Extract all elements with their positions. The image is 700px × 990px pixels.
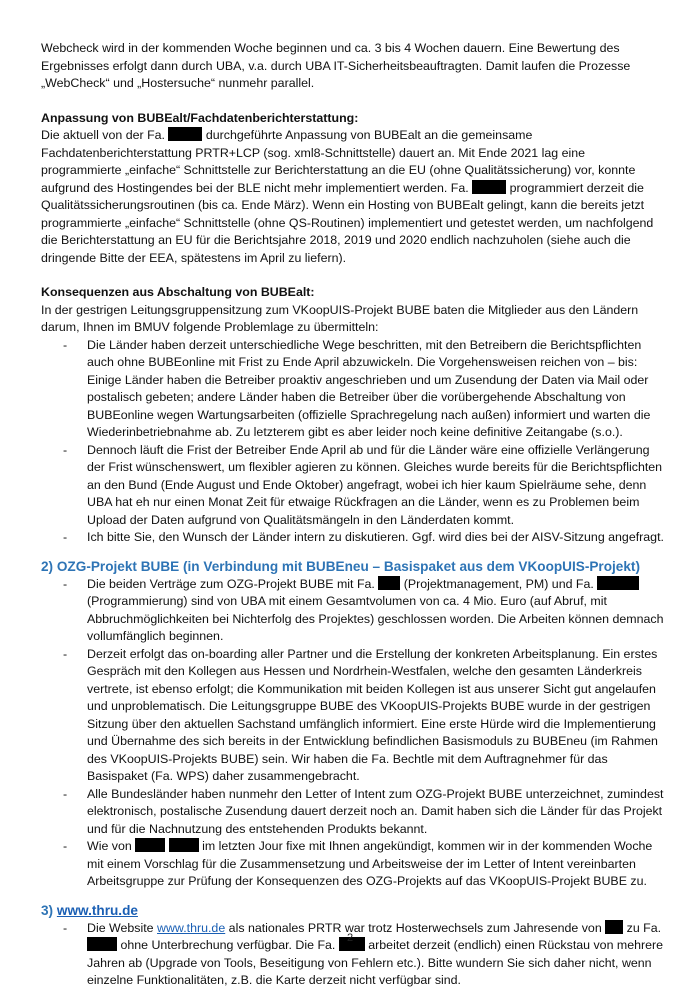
text-run: Die aktuell von der Fa. bbox=[41, 128, 165, 142]
redacted-block bbox=[169, 838, 199, 852]
intro-paragraph: Webcheck wird in der kommenden Woche beginnen und ca. 3 bis 4 Wochen dauern. Eine Bewertung des Ergebnisses erfolgt dann durch UBA, v.a. durch UBA IT-Sicherheitsbeauftragten. Damit laufen die Prozesse „WebCheck“ und „Hostersuche“ nunmehr parallel. bbox=[41, 41, 631, 90]
list-dash: - bbox=[63, 337, 68, 352]
list-item bbox=[41, 337, 666, 442]
list-dash: - bbox=[63, 442, 68, 457]
text-run: (Programmierung) sind von UBA mit einem Gesamtvolumen von ca. 4 Mio. Euro (auf Abruf, mit Abbruchmöglichkeiten bei Nichterfolg des Projektes) geschlossen worden. Die Arbeiten können demnach vollumfänglich beginnen. bbox=[87, 594, 664, 643]
list-dash: - bbox=[63, 530, 68, 544]
text-run: als nationales PRTR war trotz Hosterwechsels zum Jahresende von bbox=[228, 920, 602, 935]
list-item-text: Dennoch läuft die Frist der Betreiber Ende April ab und für die Länder wäre eine offizielle Verlängerung der Frist wünschenswert, um flexibler agieren zu können. Gleiches wurde bereits für die Berichtspflichten an den Bund (Ende August und Ende Oktober) angefragt, wobei ich hier kaum Spielräume sehe, denn UBA hat eh nur einen Monat Zeit für etwaige Rückfragen an die Länder, wenn es zu Problemen beim Upload der Daten aufgrund von Qualitätsmängeln in den Länderdaten kommt. bbox=[87, 442, 663, 527]
section-heading-thru bbox=[41, 901, 666, 920]
list-item bbox=[41, 920, 666, 990]
text-run: durchgeführte Anpassung von BUBEalt an die gemeinsame Fachdatenberichterstattung PRTR+LCP (sog. xml8-Schnittstelle) dauert an. Mit Ende 2021 lag eine programmierte „einfache“ Schnittstelle zur Berichterstattung an die EU (ohne Qualitätssicherung) vor, konnte aufgrund des Hostingendes bei der BLE nicht mehr implementiert werden. Fa. bbox=[41, 128, 636, 195]
text-run: programmiert derzeit die Qualitätssicherungsroutinen (bis ca. Ende März). Wenn ein Hosting von BUBEalt gelingt, kann die bereits jetzt programmierte „einfache“ Schnittstelle (ohne QS-Routinen) implementiert und getestet werden, um nachfolgend die Berichterstattung an EU für die Berichtsjahre 2018, 2019 und 2020 endlich nachzuholen (siehe auch die dringende Bitte der EEA, spätestens im April zu liefern). bbox=[41, 180, 654, 265]
konsequenzen-list bbox=[41, 337, 666, 547]
redacted-block bbox=[168, 127, 202, 141]
text-run: im letzten Jour fixe mit Ihnen angekündigt, kommen wir in der kommenden Woche mit einem Vorschlag für die Zusammensetzung und Arbeitsweise der im Letter of Intent vereinbarten Arbeitsgruppe zur Prüfung der Konsequenzen des OZG-Projekts auf das VKoopUIS-Projekt BUBE zu. bbox=[87, 839, 653, 888]
list-item-text: Derzeit erfolgt das on-boarding aller Partner und die Erstellung der konkreten Arbeitsplanung. Ein erstes Gespräch mit den Kollegen aus Hessen und Nordrhein-Westfalen, welche den gesamten Länderkreis vertrete, ist ebenso erfolgt; die Kommunikation mit beiden Kollegen ist aus unserer Sicht gut angelaufen und unproblematisch. Die Leitungsgruppe BUBE des VKoopUIS-Projekts BUBE wurde in der gestrigen Sitzung über den aktuellen Sachstand umfänglich informiert. Eine erste Hürde wird die Implementierung und Übernahme des sich bereits in der Entwicklung befindlichen Basismoduls zu BUBEneu (im Rahmen des VKoopUIS-Projekts BUBE) sein. Wir haben die Fa. Bechtle mit dem Auftragnehmer für das Basispaket (Fa. WPS) daher zusammengebracht. bbox=[87, 646, 658, 783]
thru-list bbox=[41, 920, 666, 990]
text-run: Die beiden Verträge zum OZG-Projekt BUBE mit Fa. bbox=[87, 576, 375, 591]
list-dash: - bbox=[63, 839, 68, 853]
list-item-text: Alle Bundesländer haben nunmehr den Letter of Intent zum OZG-Projekt BUBE unterzeichnet, zumindest elektronisch, postalische Zusendung dauert derzeit noch an. Damit haben sich die Länder für das Projekt und für die Nachnutzung des entstehenden Produkts bekannt. bbox=[87, 786, 664, 836]
list-item bbox=[41, 838, 666, 891]
konsequenzen-intro: In der gestrigen Leitungsgruppensitzung zum VKoopUIS-Projekt BUBE baten die Mitglieder aus den Ländern darum, Ihnen im BMUV folgende Problemlage zu übermitteln: bbox=[41, 302, 639, 334]
thru-link[interactable]: www.thru.de bbox=[157, 920, 226, 935]
redacted-block bbox=[472, 180, 506, 194]
redacted-block bbox=[378, 576, 400, 590]
list-item bbox=[41, 786, 666, 839]
list-item-text: Ich bitte Sie, den Wunsch der Länder intern zu diskutieren. Ggf. wird dies bei der AISV-Sitzung angefragt. bbox=[87, 530, 664, 544]
list-dash: - bbox=[63, 920, 68, 935]
anpassung-paragraph bbox=[41, 127, 666, 267]
text-run: arbeitet derzeit (endlich) einen Rückstau von mehrere Jahren ab (Upgrade von Tools, Beseitigung von Fehlern etc.). Bitte wundern Sie sich daher nicht, wenn einzelne Funktionalitäten, z.B. die Karte derzeit nicht verfügbar sind. bbox=[87, 938, 664, 987]
text-run: Wie von bbox=[87, 839, 132, 853]
heading-number: 3) bbox=[41, 902, 54, 918]
redacted-block bbox=[135, 838, 165, 852]
list-dash: - bbox=[63, 646, 68, 661]
text-run: zu Fa. bbox=[626, 920, 662, 935]
list-item bbox=[41, 442, 666, 530]
list-item bbox=[41, 576, 666, 646]
list-item bbox=[41, 646, 666, 786]
document-page bbox=[41, 40, 666, 990]
section-heading-anpassung: Anpassung von BUBEalt/Fachdatenberichterstattung: bbox=[41, 110, 359, 125]
list-dash: - bbox=[63, 786, 68, 801]
list-item-text: Die Länder haben derzeit unterschiedliche Wege beschritten, mit den Betreibern die Berichtspflichten auch ohne BUBEonline mit Frist zu Ende April abzuwickeln. Die Vorgehensweisen reichen von – bis: Einige Länder haben die Betreiber proaktiv angeschrieben und um Zusendung der Daten via Mail oder postalisch gebeten; andere Länder haben die Betreiber über die vorübergehende Abschaltung von BUBEonline wegen Wartungsarbeiten (offizielle Sprachregelung nach außen) informiert und warten die Wiederinbetriebnahme ab. Zu letzterem gibt es aber leider noch keine definitive Zeitangabe (s.o.). bbox=[87, 337, 651, 439]
list-item bbox=[41, 529, 666, 547]
list-dash: - bbox=[63, 576, 68, 591]
text-run: ohne Unterbrechung verfügbar. Die Fa. bbox=[120, 938, 336, 952]
text-run: (Projektmanagement, PM) und Fa. bbox=[403, 576, 594, 591]
page-number: 2 bbox=[346, 932, 354, 944]
redacted-block bbox=[597, 576, 639, 590]
section-heading-ozg: 2) OZG-Projekt BUBE (in Verbindung mit BUBEneu – Basispaket aus dem VKoopUIS-Projekt) bbox=[41, 558, 640, 574]
thru-heading-link[interactable]: www.thru.de bbox=[56, 902, 138, 918]
ozg-list bbox=[41, 576, 666, 891]
section-heading-konsequenzen: Konsequenzen aus Abschaltung von BUBEalt: bbox=[41, 285, 315, 299]
text-run: Die Website bbox=[87, 920, 154, 935]
